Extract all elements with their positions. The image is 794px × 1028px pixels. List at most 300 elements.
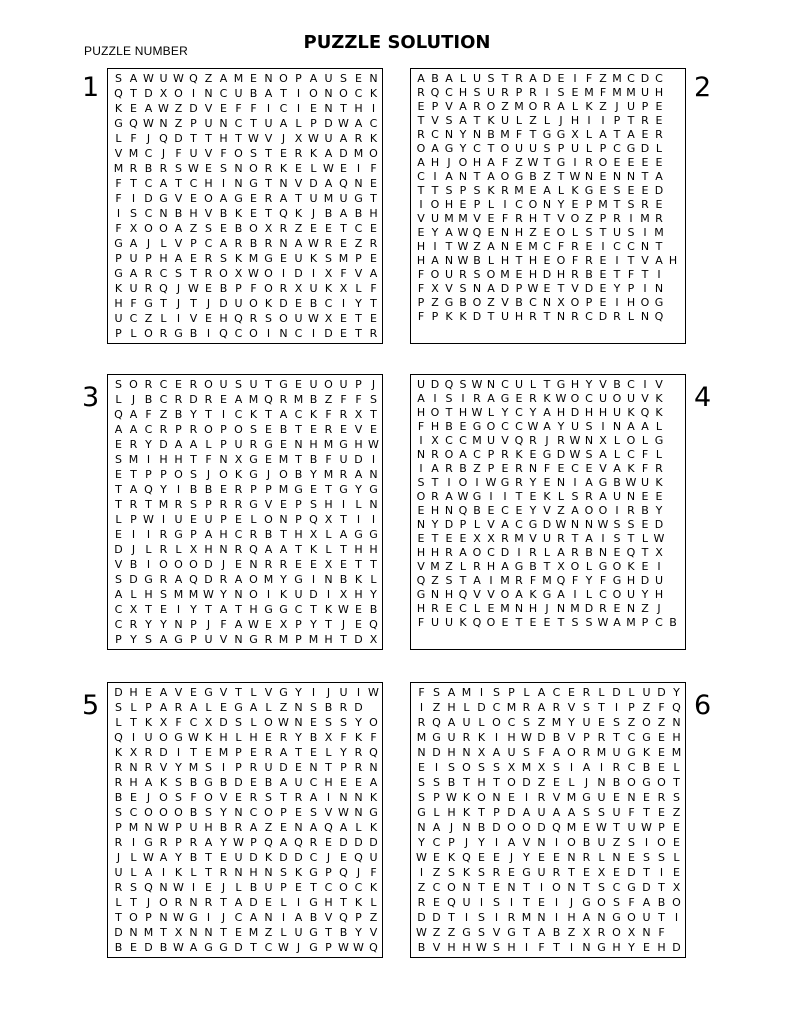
- grid-letter: E: [673, 866, 680, 879]
- grid-letter: O: [144, 222, 153, 235]
- grid-letter: S: [553, 761, 560, 774]
- grid-letter: X: [672, 881, 681, 894]
- grid-letter: N: [612, 169, 622, 183]
- grid-letter: O: [500, 141, 510, 155]
- grid-letter: I: [146, 453, 151, 466]
- grid-letter: H: [462, 941, 471, 954]
- grid-letter: E: [190, 686, 197, 699]
- grid-letter: T: [340, 896, 347, 909]
- grid-letter: R: [249, 791, 258, 804]
- grid-letter: X: [189, 543, 198, 556]
- grid-letter: G: [500, 475, 510, 489]
- grid-letter: S: [445, 391, 453, 405]
- grid-letter: E: [658, 746, 665, 759]
- grid-letter: Z: [543, 169, 551, 183]
- grid-letter: L: [355, 498, 362, 511]
- grid-letter: M: [500, 573, 510, 587]
- grid-letter: X: [354, 408, 363, 421]
- grid-letter: [666, 545, 680, 559]
- grid-letter: E: [250, 746, 257, 759]
- grid-letter: Z: [585, 211, 593, 225]
- grid-letter: R: [585, 253, 593, 267]
- grid-letter: Q: [514, 433, 524, 447]
- grid-letter: E: [529, 489, 537, 503]
- grid-letter: Y: [220, 588, 227, 601]
- grid-letter: E: [515, 267, 523, 281]
- grid-letter: Y: [501, 405, 509, 419]
- grid-letter: G: [174, 633, 183, 646]
- grid-letter: L: [433, 806, 440, 819]
- grid-letter: M: [566, 791, 577, 804]
- grid-letter: F: [418, 686, 425, 699]
- grid-letter: N: [354, 177, 363, 190]
- grid-letter: E: [280, 147, 287, 160]
- grid-letter: L: [310, 162, 317, 175]
- grid-letter: O: [249, 222, 258, 235]
- grid-letter: G: [522, 866, 531, 879]
- grid-letter: A: [641, 419, 649, 433]
- grid-letter: I: [657, 559, 661, 573]
- grid-letter: M: [612, 71, 622, 85]
- grid-letter: R: [339, 701, 348, 714]
- grid-letter: E: [265, 453, 272, 466]
- grid-letter: B: [144, 162, 153, 175]
- grid-letter: A: [309, 791, 318, 804]
- grid-letter: U: [597, 836, 606, 849]
- grid-letter: A: [129, 408, 138, 421]
- grid-letter: N: [430, 587, 440, 601]
- grid-letter: G: [556, 127, 566, 141]
- grid-letter: A: [459, 447, 467, 461]
- grid-letter: H: [159, 453, 168, 466]
- grid-letter: G: [114, 237, 123, 250]
- grid-letter: A: [522, 806, 531, 819]
- grid-letter: R: [234, 237, 243, 250]
- grid-letter: Q: [444, 377, 454, 391]
- grid-letter: B: [473, 503, 481, 517]
- grid-letter: G: [309, 941, 318, 954]
- grid-letter: W: [446, 791, 457, 804]
- grid-letter: D: [640, 71, 650, 85]
- grid-letter: L: [190, 866, 197, 879]
- grid-letter: N: [174, 618, 183, 631]
- grid-letter: Y: [529, 503, 537, 517]
- grid-letter: N: [584, 433, 594, 447]
- grid-letter: F: [115, 222, 122, 235]
- grid-letter: V: [655, 377, 663, 391]
- grid-letter: [666, 489, 680, 503]
- grid-letter: T: [613, 267, 621, 281]
- grid-letter: T: [370, 192, 377, 205]
- grid-letter: U: [612, 746, 621, 759]
- grid-letter: E: [459, 419, 467, 433]
- grid-letter: O: [444, 447, 454, 461]
- grid-letter: S: [473, 267, 481, 281]
- grid-letter: E: [370, 222, 377, 235]
- grid-letter: G: [234, 192, 243, 205]
- grid-letter: A: [309, 821, 318, 834]
- grid-letter: L: [115, 896, 122, 909]
- grid-letter: T: [355, 558, 362, 571]
- grid-letter: P: [115, 821, 122, 834]
- grid-letter: R: [552, 866, 561, 879]
- grid-letter: X: [324, 558, 333, 571]
- grid-letter: R: [613, 309, 621, 323]
- grid-letter: I: [599, 761, 604, 774]
- grid-letter: U: [472, 71, 482, 85]
- grid-letter: G: [309, 926, 318, 939]
- grid-letter: U: [189, 147, 198, 160]
- grid-letter: H: [189, 207, 198, 220]
- puzzle-number-label: PUZZLE NUMBER: [84, 44, 188, 58]
- grid-letter: D: [477, 701, 486, 714]
- grid-letter: E: [529, 447, 537, 461]
- grid-letter: V: [641, 391, 649, 405]
- grid-letter: I: [524, 791, 529, 804]
- grid-letter: O: [552, 881, 561, 894]
- grid-letter: O: [144, 327, 153, 340]
- grid-letter: A: [189, 438, 198, 451]
- grid-letter: E: [515, 239, 523, 253]
- grid-letter: N: [279, 327, 288, 340]
- grid-letter: B: [339, 926, 348, 939]
- grid-letter: E: [543, 615, 551, 629]
- grid-letter: P: [205, 498, 212, 511]
- grid-letter: [666, 267, 680, 281]
- grid-letter: K: [279, 588, 288, 601]
- grid-letter: E: [433, 851, 440, 864]
- grid-letter: O: [249, 297, 258, 310]
- grid-letter: X: [324, 513, 333, 526]
- grid-letter: S: [478, 911, 485, 924]
- grid-letter: J: [176, 297, 181, 310]
- grid-letter: R: [234, 483, 243, 496]
- grid-letter: [666, 211, 680, 225]
- grid-letter: T: [613, 821, 620, 834]
- grid-letter: G: [582, 896, 591, 909]
- grid-letter: H: [626, 573, 636, 587]
- grid-letter: A: [417, 155, 425, 169]
- grid-letter: K: [369, 821, 378, 834]
- grid-letter: K: [159, 776, 168, 789]
- grid-letter: R: [585, 155, 593, 169]
- grid-letter: A: [249, 911, 258, 924]
- grid-letter: O: [598, 155, 608, 169]
- grid-letter: S: [613, 531, 621, 545]
- grid-letter: O: [369, 147, 378, 160]
- grid-letter: I: [419, 461, 423, 475]
- grid-letter: T: [613, 731, 620, 744]
- grid-letter: H: [430, 155, 440, 169]
- grid-letter: T: [295, 192, 302, 205]
- grid-letter: R: [174, 896, 183, 909]
- grid-letter: C: [114, 618, 123, 631]
- grid-letter: A: [279, 776, 288, 789]
- grid-letter: Q: [552, 821, 561, 834]
- grid-letter: N: [159, 117, 168, 130]
- grid-letter: H: [486, 559, 496, 573]
- grid-letter: T: [493, 776, 500, 789]
- grid-letter: R: [129, 438, 138, 451]
- grid-letter: N: [626, 489, 636, 503]
- puzzle-number-5: 5: [82, 690, 100, 721]
- grid-letter: I: [539, 881, 544, 894]
- grid-letter: Z: [432, 926, 441, 939]
- grid-letter: T: [190, 267, 197, 280]
- letter-grid: [111, 377, 381, 647]
- grid-letter: R: [264, 192, 273, 205]
- grid-letter: U: [234, 851, 243, 864]
- grid-letter: E: [295, 761, 302, 774]
- grid-letter: F: [325, 453, 332, 466]
- grid-letter: I: [643, 281, 647, 295]
- grid-letter: T: [673, 776, 680, 789]
- grid-letter: U: [114, 312, 123, 325]
- grid-letter: D: [234, 941, 243, 954]
- grid-letter: L: [325, 528, 332, 541]
- grid-letter: R: [431, 447, 439, 461]
- grid-letter: A: [543, 405, 551, 419]
- grid-letter: N: [189, 926, 198, 939]
- grid-letter: E: [459, 531, 467, 545]
- grid-letter: E: [310, 483, 317, 496]
- grid-letter: F: [325, 408, 332, 421]
- grid-letter: P: [235, 746, 242, 759]
- grid-letter: L: [585, 127, 593, 141]
- grid-letter: X: [557, 559, 565, 573]
- grid-letter: Y: [190, 408, 197, 421]
- grid-letter: M: [323, 192, 334, 205]
- grid-letter: H: [654, 587, 664, 601]
- grid-letter: V: [114, 147, 123, 160]
- grid-letter: U: [444, 615, 454, 629]
- grid-letter: T: [115, 911, 122, 924]
- grid-letter: H: [174, 453, 183, 466]
- grid-letter: [666, 419, 680, 433]
- grid-letter: P: [175, 821, 182, 834]
- grid-letter: O: [249, 327, 258, 340]
- grid-letter: E: [205, 881, 212, 894]
- grid-letter: R: [279, 222, 288, 235]
- grid-letter: S: [310, 498, 317, 511]
- grid-letter: M: [514, 531, 524, 545]
- grid-letter: H: [654, 85, 664, 99]
- grid-letter: L: [543, 113, 551, 127]
- grid-letter: C: [234, 117, 243, 130]
- grid-letter: P: [599, 211, 607, 225]
- grid-letter: E: [325, 222, 332, 235]
- grid-letter: G: [654, 295, 664, 309]
- grid-letter: V: [159, 761, 168, 774]
- grid-letter: P: [599, 141, 607, 155]
- grid-letter: F: [538, 941, 545, 954]
- grid-letter: H: [430, 419, 440, 433]
- grid-letter: G: [249, 498, 258, 511]
- grid-letter: E: [295, 881, 302, 894]
- grid-letter: H: [249, 603, 258, 616]
- grid-letter: E: [445, 531, 453, 545]
- grid-letter: A: [114, 423, 123, 436]
- grid-letter: R: [655, 461, 663, 475]
- grid-letter: R: [354, 746, 363, 759]
- grid-letter: T: [523, 926, 530, 939]
- grid-letter: F: [417, 267, 425, 281]
- grid-letter: M: [500, 601, 510, 615]
- grid-letter: T: [340, 222, 347, 235]
- grid-letter: R: [543, 99, 551, 113]
- grid-letter: D: [432, 746, 441, 759]
- grid-letter: I: [116, 207, 121, 220]
- grid-letter: P: [515, 85, 523, 99]
- grid-letter: L: [115, 716, 122, 729]
- grid-letter: C: [473, 447, 481, 461]
- grid-letter: Y: [557, 197, 565, 211]
- grid-letter: E: [627, 155, 635, 169]
- grid-letter: E: [487, 503, 495, 517]
- grid-letter: V: [114, 558, 123, 571]
- grid-letter: U: [309, 192, 318, 205]
- grid-letter: N: [444, 253, 454, 267]
- grid-letter: T: [543, 211, 551, 225]
- grid-letter: R: [462, 731, 471, 744]
- grid-letter: J: [464, 836, 469, 849]
- grid-letter: C: [459, 601, 467, 615]
- grid-letter: P: [641, 615, 649, 629]
- grid-letter: R: [144, 267, 153, 280]
- grid-letter: B: [114, 791, 123, 804]
- grid-letter: R: [515, 573, 523, 587]
- grid-letter: O: [416, 141, 426, 155]
- grid-letter: Q: [234, 312, 243, 325]
- grid-letter: E: [190, 252, 197, 265]
- grid-letter: K: [462, 791, 471, 804]
- grid-letter: H: [416, 253, 426, 267]
- grid-letter: L: [487, 253, 495, 267]
- grid-letter: I: [659, 866, 664, 879]
- grid-letter: L: [355, 282, 362, 295]
- puzzle-number-1: 1: [82, 72, 100, 103]
- grid-letter: L: [487, 197, 495, 211]
- grid-letter: B: [294, 468, 303, 481]
- grid-letter: A: [144, 866, 153, 879]
- grid-letter: R: [537, 791, 546, 804]
- grid-letter: E: [295, 558, 302, 571]
- grid-letter: N: [416, 447, 426, 461]
- grid-letter: S: [613, 896, 620, 909]
- grid-letter: L: [543, 545, 551, 559]
- grid-letter: K: [585, 99, 593, 113]
- grid-letter: M: [596, 746, 607, 759]
- grid-letter: I: [326, 588, 331, 601]
- grid-letter: K: [369, 881, 378, 894]
- grid-letter: R: [159, 327, 168, 340]
- grid-letter: A: [627, 419, 635, 433]
- grid-letter: O: [507, 821, 516, 834]
- grid-letter: A: [445, 71, 453, 85]
- grid-letter: O: [264, 806, 273, 819]
- grid-letter: I: [311, 573, 316, 586]
- grid-letter: E: [310, 558, 317, 571]
- grid-letter: R: [114, 761, 123, 774]
- grid-letter: U: [626, 391, 636, 405]
- grid-letter: Y: [459, 127, 467, 141]
- grid-letter: E: [538, 896, 545, 909]
- grid-letter: E: [130, 102, 137, 115]
- grid-letter: E: [655, 155, 663, 169]
- grid-letter: K: [655, 391, 663, 405]
- grid-letter: K: [249, 408, 258, 421]
- grid-letter: F: [571, 573, 579, 587]
- grid-letter: T: [205, 851, 212, 864]
- grid-letter: C: [585, 309, 593, 323]
- grid-letter: E: [205, 282, 212, 295]
- grid-letter: A: [174, 222, 183, 235]
- grid-letter: E: [280, 438, 287, 451]
- grid-letter: G: [598, 475, 608, 489]
- grid-letter: R: [655, 127, 663, 141]
- grid-letter: L: [250, 686, 257, 699]
- grid-letter: P: [310, 117, 317, 130]
- grid-letter: [666, 461, 680, 475]
- grid-letter: I: [266, 327, 271, 340]
- grid-letter: [666, 517, 680, 531]
- grid-letter: F: [538, 746, 545, 759]
- grid-letter: A: [129, 267, 138, 280]
- grid-letter: N: [234, 162, 243, 175]
- grid-letter: Y: [355, 483, 362, 496]
- grid-letter: I: [554, 896, 559, 909]
- grid-letter: Z: [567, 926, 576, 939]
- grid-letter: O: [570, 559, 580, 573]
- grid-letter: T: [205, 866, 212, 879]
- grid-letter: T: [445, 405, 453, 419]
- grid-letter: P: [508, 686, 515, 699]
- grid-letter: L: [571, 99, 579, 113]
- grid-letter: V: [431, 113, 439, 127]
- grid-letter: V: [219, 791, 228, 804]
- grid-letter: O: [486, 419, 496, 433]
- grid-letter: V: [204, 147, 213, 160]
- grid-letter: S: [628, 836, 635, 849]
- grid-letter: N: [219, 543, 228, 556]
- grid-letter: B: [249, 237, 258, 250]
- grid-letter: I: [296, 896, 301, 909]
- grid-letter: S: [235, 378, 242, 391]
- grid-letter: C: [612, 881, 621, 894]
- grid-letter: J: [146, 791, 151, 804]
- grid-letter: B: [582, 836, 591, 849]
- grid-letter: E: [571, 85, 579, 99]
- grid-letter: I: [146, 528, 151, 541]
- grid-letter: L: [655, 419, 663, 433]
- grid-letter: H: [204, 821, 213, 834]
- grid-letter: P: [115, 252, 122, 265]
- grid-letter: B: [657, 896, 666, 909]
- grid-letter: M: [248, 926, 259, 939]
- grid-letter: T: [370, 558, 377, 571]
- grid-letter: Z: [294, 222, 303, 235]
- grid-letter: J: [447, 155, 451, 169]
- grid-letter: F: [175, 147, 182, 160]
- grid-letter: Z: [432, 701, 441, 714]
- grid-letter: C: [159, 393, 168, 406]
- grid-letter: R: [204, 896, 213, 909]
- grid-letter: H: [430, 503, 440, 517]
- grid-letter: I: [206, 327, 211, 340]
- grid-letter: X: [264, 222, 273, 235]
- grid-letter: R: [204, 393, 213, 406]
- grid-letter: Z: [473, 461, 481, 475]
